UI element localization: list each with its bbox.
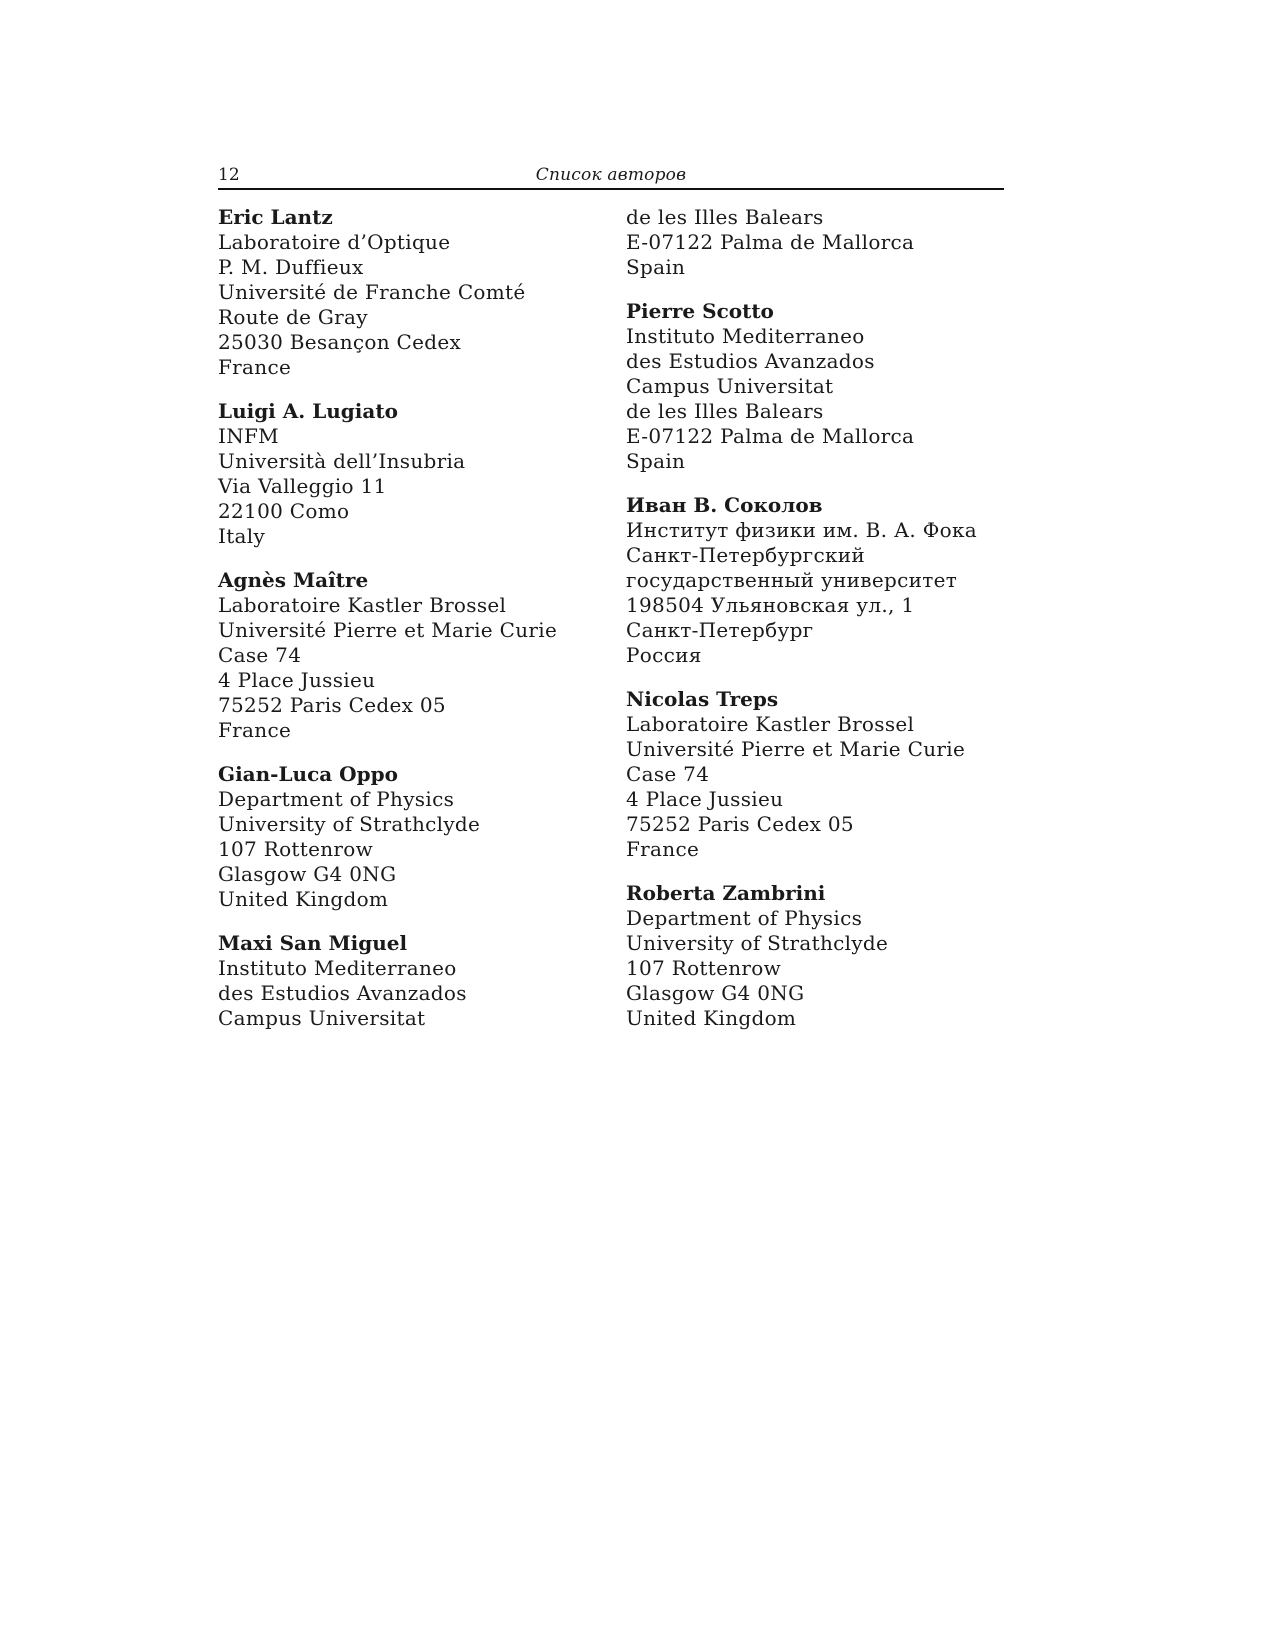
address-line: Campus Universitat (626, 374, 834, 398)
address-line: de les Illes Balears (626, 399, 824, 423)
running-head (218, 160, 1004, 190)
author-entry (218, 568, 608, 743)
address-line: Italy (218, 524, 266, 548)
address-line: P. M. Duffieux (218, 255, 364, 279)
address-line: Laboratoire Kastler Brossel (218, 593, 507, 617)
address-line: Spain (626, 255, 686, 279)
address-line: 107 Rottenrow (626, 956, 782, 980)
address-line: Università dell’Insubria (218, 449, 466, 473)
address-line: de les Illes Balears (626, 205, 824, 229)
address-line: Department of Physics (626, 906, 863, 930)
left-column (218, 205, 608, 1050)
address-line: 25030 Besançon Cedex (218, 330, 462, 354)
author-name: Gian-Luca Oppo (218, 762, 398, 786)
address-line: des Estudios Avanzados (218, 981, 467, 1005)
right-column (626, 205, 1016, 1050)
address-line: Université Pierre et Marie Curie (218, 618, 558, 642)
page-number: 12 (218, 165, 240, 185)
author-entry (218, 931, 608, 1031)
author-name: Luigi A. Lugiato (218, 399, 398, 423)
address-line: 22100 Como (218, 499, 350, 523)
address-line: Санкт-Петербургский (626, 543, 866, 567)
address-line: Laboratoire Kastler Brossel (626, 712, 915, 736)
address-line: Spain (626, 449, 686, 473)
address-line: Université de Franche Comté (218, 280, 526, 304)
running-title: Список авторов (535, 165, 687, 185)
address-line: Université Pierre et Marie Curie (626, 737, 966, 761)
address-line: Department of Physics (218, 787, 455, 811)
address-line: Route de Gray (218, 305, 368, 329)
author-name: Иван В. Соколов (626, 493, 823, 517)
address-line: Instituto Mediterraneo (626, 324, 865, 348)
address-line: United Kingdom (218, 887, 389, 911)
address-line: E-07122 Palma de Mallorca (626, 424, 915, 448)
address-line: Санкт-Петербург (626, 618, 814, 642)
address-line: Институт физики им. В. А. Фока (626, 518, 977, 542)
address-line: University of Strathclyde (218, 812, 481, 836)
address-line: Case 74 (626, 762, 710, 786)
address-line: France (218, 355, 292, 379)
address-line: France (626, 837, 700, 861)
author-entry (218, 399, 608, 549)
author-name: Roberta Zambrini (626, 881, 826, 905)
author-entry (218, 205, 608, 380)
address-line: государственный университет (626, 568, 958, 592)
address-line: United Kingdom (626, 1006, 797, 1030)
author-entry (218, 762, 608, 912)
address-line: des Estudios Avanzados (626, 349, 875, 373)
address-line: 107 Rottenrow (218, 837, 374, 861)
author-entry (626, 299, 1016, 474)
author-name: Pierre Scotto (626, 299, 774, 323)
author-name: Maxi San Miguel (218, 931, 408, 955)
author-name: Agnès Maître (218, 568, 369, 592)
address-line: Россия (626, 643, 702, 667)
address-line: 75252 Paris Cedex 05 (626, 812, 854, 836)
author-name: Eric Lantz (218, 205, 333, 229)
address-line: Glasgow G4 0NG (626, 981, 805, 1005)
address-line: Instituto Mediterraneo (218, 956, 457, 980)
address-line: France (218, 718, 292, 742)
address-line: 198504 Ульяновская ул., 1 (626, 593, 915, 617)
author-entry (626, 687, 1016, 862)
address-line: E-07122 Palma de Mallorca (626, 230, 915, 254)
address-line: 4 Place Jussieu (218, 668, 376, 692)
address-line: 75252 Paris Cedex 05 (218, 693, 446, 717)
address-line: Laboratoire d’Optique (218, 230, 451, 254)
author-name: Nicolas Treps (626, 687, 779, 711)
address-line: 4 Place Jussieu (626, 787, 784, 811)
author-entry (626, 881, 1016, 1031)
author-entry-continuation (626, 205, 1016, 280)
address-line: Case 74 (218, 643, 302, 667)
address-line: INFM (218, 424, 279, 448)
author-entry (626, 493, 1016, 668)
address-line: Campus Universitat (218, 1006, 426, 1030)
address-line: University of Strathclyde (626, 931, 889, 955)
address-line: Via Valleggio 11 (218, 474, 387, 498)
address-line: Glasgow G4 0NG (218, 862, 397, 886)
